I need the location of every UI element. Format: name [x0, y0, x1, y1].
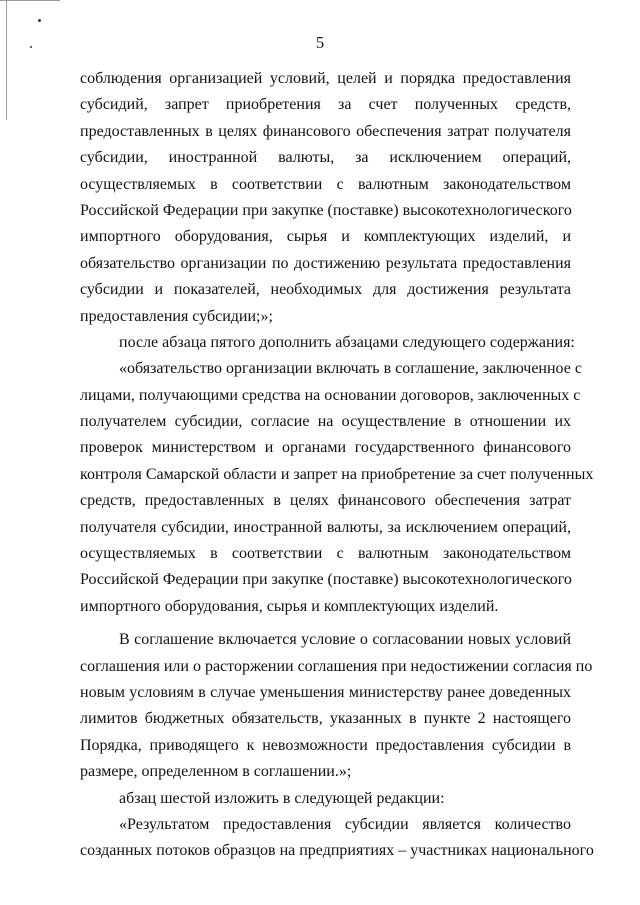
- text-line: предоставления субсидии;»;: [80, 307, 273, 325]
- text-line: проверок министерством и органами государственного финансового: [80, 439, 571, 457]
- text-line: осуществляемых в соответствии с валютным законодательством: [80, 175, 571, 193]
- text-line: «Результатом предоставления субсидии является количество: [119, 815, 571, 833]
- document-body: [80, 66, 594, 865]
- scan-speck: [38, 19, 41, 22]
- text-line: соглашения или о расторжении соглашения при недостижении согласия по: [80, 657, 593, 675]
- text-line: новым условиям в случае уменьшения министерству ранее доведенных: [80, 683, 571, 701]
- text-line: субсидий, запрет приобретения за счет полученных средств,: [80, 96, 571, 114]
- text-line: импортного оборудования, сырья и комплектующих изделий.: [80, 597, 499, 615]
- text-line: средств, предоставленных в целях финансового обеспечения затрат: [80, 492, 571, 510]
- text-line: лицами, получающими средства на основании договоров, заключенных с: [80, 386, 581, 404]
- text-line: предоставленных в целях финансового обеспечения затрат получателя: [80, 122, 571, 140]
- text-line: получателя субсидии, иностранной валюты, за исключением операций,: [80, 518, 571, 536]
- text-line: субсидии, иностранной валюты, за исключением операций,: [80, 149, 571, 167]
- text-line: обязательство организации по достижению результата предоставления: [80, 254, 571, 272]
- text-line: после абзаца пятого дополнить абзацами следующего содержания:: [119, 333, 575, 351]
- text-line: лимитов бюджетных обязательств, указанных в пункте 2 настоящего: [80, 710, 571, 728]
- paragraph-gap: [80, 620, 571, 627]
- text-line: «обязательство организации включать в соглашение, заключенное с: [119, 360, 582, 378]
- scan-top-line: [0, 0, 60, 1]
- page-number: 5: [315, 33, 325, 52]
- text-line: Порядка, приводящего к невозможности предоставления субсидии в: [80, 736, 571, 754]
- text-line: субсидии и показателей, необходимых для достижения результата: [80, 281, 571, 299]
- text-line: осуществляемых в соответствии с валютным законодательством: [80, 545, 571, 563]
- scan-edge-line: [6, 0, 7, 120]
- text-line: Российской Федерации при закупке (поставке) высокотехнологического: [80, 201, 572, 219]
- text-line: соблюдения организацией условий, целей и порядка предоставления: [80, 70, 571, 87]
- text-line: импортного оборудования, сырья и комплектующих изделий, и: [80, 228, 571, 246]
- text-line: созданных потоков образцов на предприятиях – участниках национального: [80, 842, 594, 860]
- text-line: получателем субсидии, согласие на осуществление в отношении их: [80, 413, 571, 431]
- text-line: В соглашение включается условие о согласовании новых условий: [119, 631, 571, 649]
- text-line: Российской Федерации при закупке (поставке) высокотехнологического: [80, 571, 572, 589]
- text-line: контроля Самарской области и запрет на приобретение за счет полученных: [80, 465, 594, 483]
- text-line: размере, определенном в соглашении.»;: [80, 763, 352, 781]
- text-line: абзац шестой изложить в следующей редакции:: [119, 789, 445, 807]
